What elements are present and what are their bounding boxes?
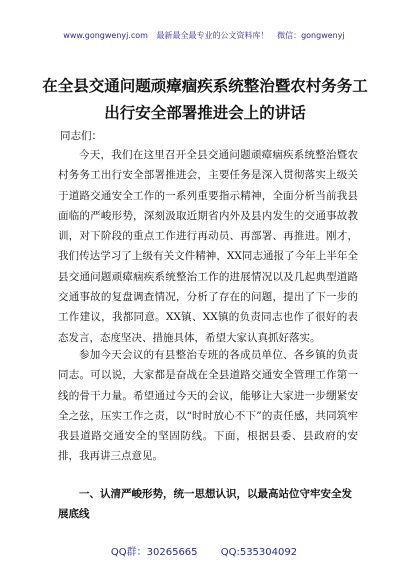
body-paragraph-1: 今天，我们在这里召开全县交通问题顽瘴痼疾系统整治暨农村务务工出行安全部署推进会，主要任务是深入贯彻落实上级关于道路交通安全工作的一系列重要指示精神，全面分析当前我县面临的严峻形势，深刻汲取近期省内外及县内发生的交通事故教训，对下阶段的重点工作进行再动员、再部署、再推进。刚才，我们传达学习了上级有关文件精神，XX同志通报了今年上半年全县交通问题顽瘴痼疾系统整治工作的进展情况以及几起典型道路交通事故的复盘调查情况，分析了存在的问题，提出了下一步的工作建议，我都同意。XX镇、XX镇的负责同志也作了很好的表态发言，态度坚决、措施具体，希望大家认真抓好落实。 — [58, 149, 358, 344]
site-header — [0, 30, 408, 41]
document-title: 在全县交通问题顽瘴痼疾系统整治暨农村务务工出行安全部署推进会上的讲话 — [42, 76, 368, 122]
body-paragraph-2: 参加今天会议的有县整治专班的各成员单位、各乡镇的负责同志。可以说，大家都是奋战在全县道路交通安全管理工作第一线的骨干力量。希望通过今天的会议，能够让大家进一步绷紧安全之弦，压实工作之责，以“时时放心不下”的责任感，共同筑牢我县道路交通安全的坚固防线。下面，根据县委、县政府的安排，我再讲三点意见。 — [58, 349, 358, 463]
salutation: 同志们： — [60, 130, 102, 142]
section-heading-1: 一、认清严峻形势，统一思想认识，以最高站位守牢安全发展底线 — [58, 488, 352, 520]
qq-number: QQ:535304092 — [220, 547, 298, 558]
site-slogan: 最新最全最专业的公文资料库！ — [156, 31, 269, 40]
site-url[interactable]: www.gongwenyj.com — [63, 31, 148, 40]
qq-group: QQ群：30265665 — [110, 547, 198, 558]
contact-footer — [0, 543, 408, 558]
wechat-id: 微信：gongwenyj — [277, 31, 345, 40]
